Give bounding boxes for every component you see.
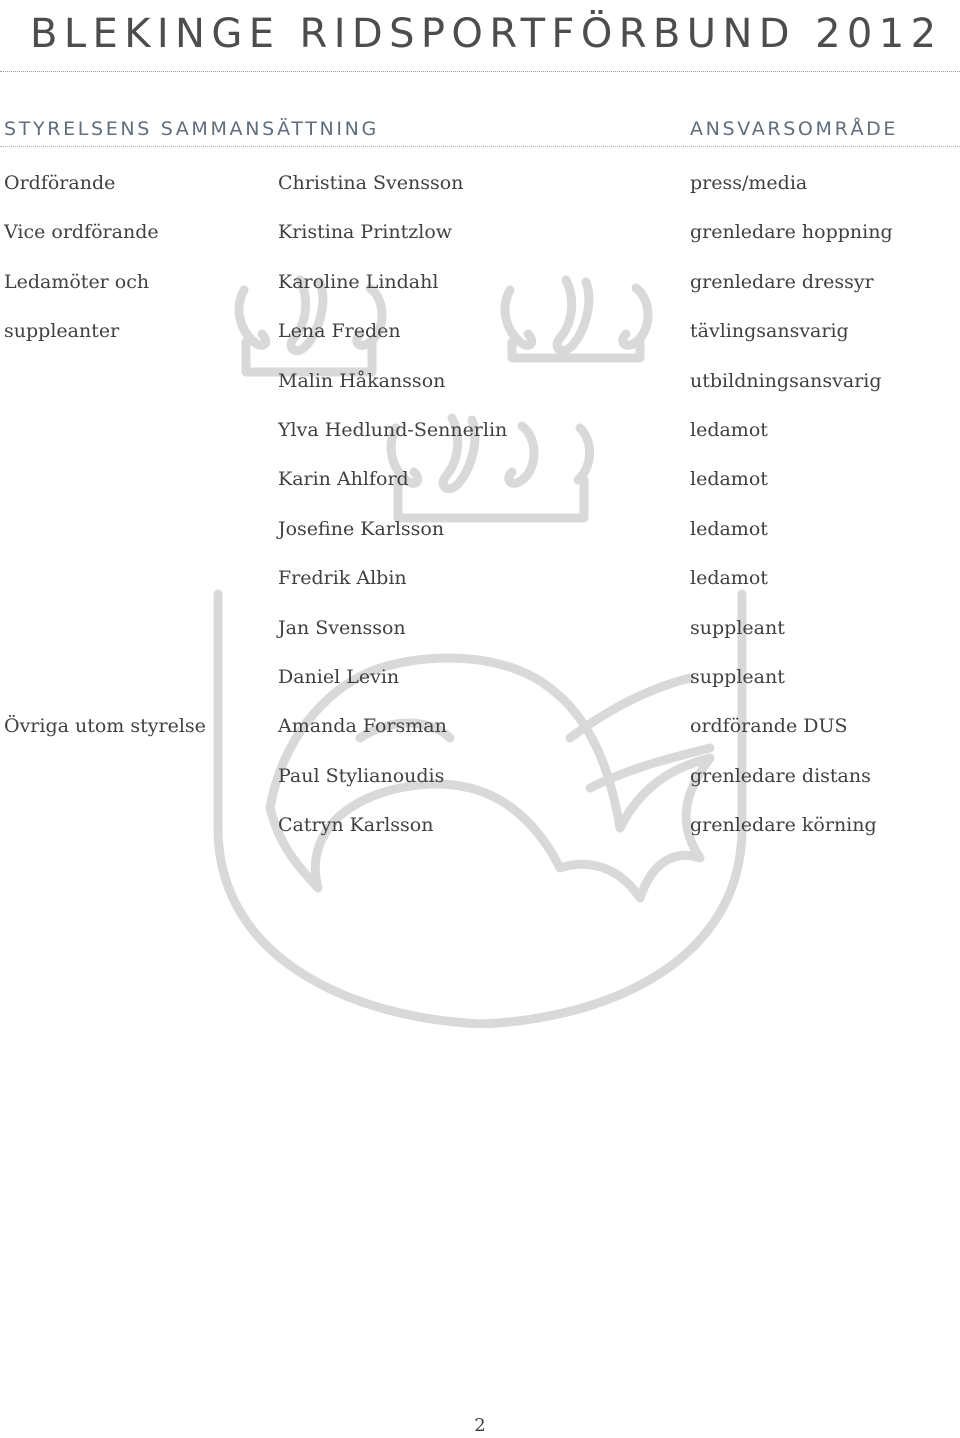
table-row	[0, 711, 960, 760]
name-cell: Ylva Hedlund-Sennerlin	[278, 418, 508, 441]
responsibility-cell: press/media	[690, 172, 808, 194]
table-row	[0, 217, 960, 266]
role-cell: Vice ordförande	[4, 221, 159, 244]
responsibility-cell: suppleant	[690, 665, 785, 688]
role-cell: Övriga utom styrelse	[4, 715, 206, 738]
name-cell: Lena Freden	[278, 320, 401, 343]
role-cell: Ordförande	[4, 172, 116, 194]
responsibility-cell: grenledare körning	[690, 814, 877, 837]
responsibility-cell: tävlingsansvarig	[690, 320, 849, 343]
responsibility-cell: ledamot	[690, 468, 768, 491]
table-row	[0, 267, 960, 316]
role-cell: suppleanter	[4, 320, 120, 343]
responsibility-cell: ledamot	[690, 517, 768, 540]
responsibility-cell: ledamot	[690, 567, 768, 590]
name-cell: Karoline Lindahl	[278, 270, 439, 293]
responsibility-cell: grenledare distans	[690, 764, 871, 787]
responsibility-cell: grenledare dressyr	[690, 270, 874, 293]
table-row	[0, 366, 960, 415]
page-number: 2	[474, 1415, 486, 1436]
role-cell: Ledamöter och	[4, 270, 150, 293]
table-row	[0, 168, 960, 217]
responsibility-cell: utbildningsansvarig	[690, 369, 882, 392]
table-row	[0, 316, 960, 365]
table-row	[0, 761, 960, 810]
name-cell: Kristina Printzlow	[278, 221, 453, 244]
section-heading: STYRELSENS SAMMANSÄTTNING	[4, 118, 379, 140]
table-row	[0, 613, 960, 662]
table-row	[0, 662, 960, 711]
title-divider	[0, 71, 960, 72]
name-cell: Daniel Levin	[278, 665, 400, 688]
name-cell: Jan Svensson	[278, 616, 406, 639]
board-table	[0, 168, 960, 859]
name-cell: Amanda Forsman	[278, 715, 447, 738]
responsibility-cell: ordförande DUS	[690, 715, 848, 738]
table-row	[0, 810, 960, 859]
document-title: BLEKINGE RIDSPORTFÖRBUND 2012	[30, 11, 943, 57]
name-cell: Fredrik Albin	[278, 567, 407, 590]
table-row	[0, 464, 960, 513]
name-cell: Paul Stylianoudis	[278, 764, 445, 787]
responsibility-heading: ANSVARSOMRÅDE	[690, 118, 899, 140]
name-cell: Karin Ahlford	[278, 468, 409, 491]
heading-divider	[0, 146, 960, 147]
name-cell: Malin Håkansson	[278, 369, 446, 392]
responsibility-cell: ledamot	[690, 418, 768, 441]
name-cell: Catryn Karlsson	[278, 814, 434, 837]
table-row	[0, 514, 960, 563]
table-row	[0, 563, 960, 612]
responsibility-cell: grenledare hoppning	[690, 221, 893, 244]
name-cell: Christina Svensson	[278, 172, 464, 194]
responsibility-cell: suppleant	[690, 616, 785, 639]
name-cell: Josefine Karlsson	[278, 517, 445, 540]
table-row	[0, 415, 960, 464]
